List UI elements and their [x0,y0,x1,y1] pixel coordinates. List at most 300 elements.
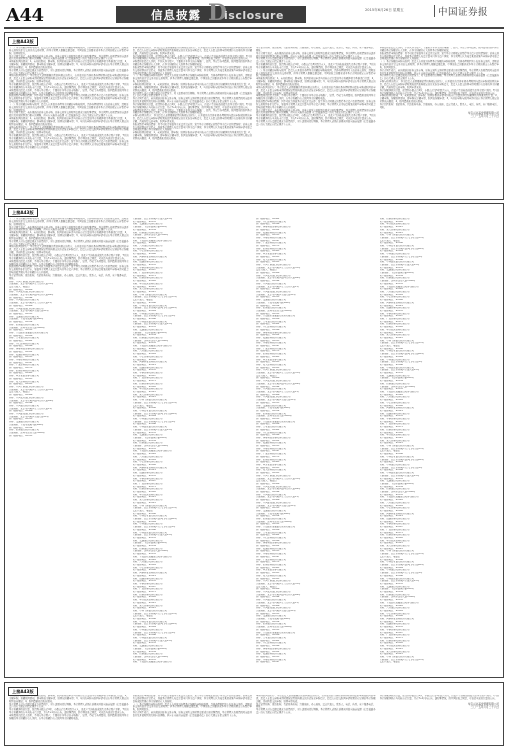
paragraph: 基金合同生效后，若出现新的证券交易市场、证券交易所交易时间变更或其他特殊情况，基金管理人将视情况对前述开放日及开放时间进行相应的调整，但应在实施日前依照《信息披露办法》的有关规定在指定媒介上公告。 [379,68,499,75]
list-item: 客户服务电话：95521 [256,545,280,548]
list-item: 名称：光大证券股份有限公司 [9,380,39,383]
list-item: 名称：广发证券股份有限公司 [379,634,410,637]
list-item: 客户服务电话：95525 [9,383,33,386]
list-item: 客户服务电话：95521 [132,363,156,366]
list-item: 注册地址：深圳市深南大道7088号 [132,445,169,448]
list-item: 名称：中国建设银行股份有限公司 [256,290,291,293]
paragraph: （三）基金份额的申购与赎回：投资人在开放日办理基金份额的申购和赎回，具体办理时间为上海证券交易所、深圳证券交易所的正常交易日的交易时间，但基金管理人根据法律法规、中国证监会的要求或本基金合同的规定公告暂停申购、赎回时除外。 [379,60,499,69]
list-item: 名称：国泰君安证券股份有限公司 [9,348,44,351]
list-item: 注册地址：北京市西城区复兴门内大街55号 [132,401,177,404]
list-item: 注册地址：北京市西城区复兴门内大街55号 [379,658,424,661]
list-item: 名称：中信证券股份有限公司 [379,401,410,404]
paragraph: 基金管理人可在法律法规允许的情况下，对上述原则进行调整。基金管理人必须在新规则开始实施前依照《信息披露办法》的有关规定在指定媒介上公告。 [9,239,129,246]
list-item: 客户服务电话：95555 [256,312,280,315]
list-item: 客户服务电话：95525 [379,547,403,550]
list-item: 客户服务电话：95523 [256,255,280,258]
list-item: 名称：华泰证券股份有限公司 [256,553,286,556]
list-item: 客户服务电话：95521 [256,439,280,442]
list-item: 客户服务电话：95553 [379,520,403,523]
list-item: 客户服务电话：95525 [132,501,156,504]
list-item: 客户服务电话：95555 [256,523,280,526]
list-item: 客户服务电话：95566 [132,423,156,426]
list-item: 客户服务电话：95588 [132,407,156,410]
paragraph: 基金合同生效后，若出现新的证券交易市场、证券交易所交易时间变更或其他特殊情况，基金管理人将视情况对前述开放日及开放时间进行相应的调整，但应在实施日前依照《信息披露办法》的有关规定在指定媒介上公告。 [132,711,252,717]
list-item: 客户服务电话：95525 [256,472,280,475]
list-item: 注册地址：上海市银城中路188号 [379,272,414,275]
list-item: 注册地址：北京市西城区金融大街25号 [379,580,420,583]
list-item: 名称：中国农业银行股份有限公司 [379,455,414,458]
list-item: 客户服务电话：95553 [379,309,403,312]
list-item: 客户服务电话：95521 [379,304,403,307]
list-item: 客户服务电话：95566 [132,634,156,637]
list-item: 名称：中国农业银行股份有限公司 [9,291,44,294]
list-item: 名称：招商证券股份有限公司 [256,458,286,461]
paragraph: 拒绝或暂停申购的情形：因不可抗力导致基金无法正常运作；发生基金合同规定的暂停基金资产估值情况时；证券交易所交易时间非正常停市，导致基金管理人无法计算当日基金资产净值；基金管理人认为接受某笔或某些申购申请可能会影响或损害现有基金份额持有人利益时。 [132,65,252,75]
list-item: 客户服务电话：95588 [379,453,403,456]
list-item: 名称：中国工商银行股份有限公司 [9,280,44,283]
list-item: 名称：中国银行股份有限公司 [379,569,410,572]
text-column [256,695,376,743]
list-item: 名称：中国银行股份有限公司 [379,358,410,361]
list-item: 法定代表人：姜建清 [256,374,277,377]
paragraph: 申购与赎回的程序：基金投资人必须根据销售机构规定的程序，在开放日的具体业务办理时间内提出申购或赎回的申请。投资人在提交申购申请时须按销售机构规定的方式备足申购资金，投资人在提交赎回申请时须持有足够的基金份额余额，否则所提交的申购、赎回申请无效。 [256,85,376,95]
list-item: 名称：招商银行股份有限公司 [256,623,286,626]
list-item: 法定代表人：姜建清 [379,345,401,348]
list-item: 客户服务电话：95597 [256,450,280,453]
list-item: 名称：光大证券股份有限公司 [256,469,286,472]
list-item: 注册地址：上海市银城中路188号 [256,301,291,304]
list-item: 客户服务电话：95597 [379,315,403,318]
list-item: 名称：中国银行股份有限公司 [132,418,163,421]
list-item: 名称：交通银行股份有限公司 [379,269,410,272]
list-item: 客户服务电话：95588 [379,242,403,245]
list-item: 名称：交通银行股份有限公司 [379,374,410,377]
list-item: 名称：中国建设银行股份有限公司 [379,261,414,264]
list-item: 客户服务电话：95575 [132,485,156,488]
list-item: 名称：中国工商银行股份有限公司 [132,293,167,296]
list-item: 客户服务电话：95521 [132,469,156,472]
list-item: 客户服务电话：95588 [379,347,403,350]
list-item: 名称：中国银行股份有限公司 [132,628,163,631]
list-item: 名称：中国农业银行股份有限公司 [132,515,167,518]
list-item: 客户服务电话：95523 [132,285,156,288]
list-item: 名称：招商证券股份有限公司 [9,369,39,372]
list-item: 名称：华泰证券股份有限公司 [379,628,410,631]
list-item: 注册地址：深圳市深南大道7088号 [132,550,169,553]
list-item: 客户服务电话：95559 [379,485,403,488]
list-item: 名称：上海浦东发展银行股份有限公司 [379,285,419,288]
list-item: 名称：申万宏源证券有限公司 [379,539,410,542]
list-item: 注册地址：北京市西城区复兴门内大街1号 [132,315,176,318]
list-item: 名称：兴业银行股份有限公司 [379,501,410,504]
list-item: 名称：中国银行股份有限公司 [256,282,286,285]
list-item: 法定代表人：姜建清 [132,299,154,302]
list-item: 客户服务电话：95599 [9,296,33,299]
list-item: 客户服务电话：95533 [379,477,403,480]
list-item: 注册地址：上海市银城中路188号 [256,512,291,515]
list-item: 名称：申万宏源证券有限公司 [379,223,410,226]
paragraph: 基金份额净值的计算，保留到小数点后4位，小数点后第5位四舍五入，由此产生的收益或损失由基金财产承担。T日的基金份额净值在当天收市后计算，并在T+1日内公告。遇特殊情况，经中国证监会同意，可以适当延迟计算或公告。 [9,708,129,715]
list-item: 名称：中信证券股份有限公司 [256,536,286,539]
list-item: 客户服务电话：95533 [9,418,33,421]
list-item: 法定代表人：姜建清 [379,555,401,558]
list-item: 客户服务电话：95553 [256,339,280,342]
list-item: 注册地址：上海市银城中路188号 [132,436,167,439]
list-item: 名称：中国农业银行股份有限公司 [256,274,291,277]
text-column [9,47,129,196]
list-item: 注册地址：北京市东城区建国门内大街69号 [256,593,301,596]
paragraph: 基金份额净值的计算，保留到小数点后4位，小数点后第5位四舍五入，由此产生的收益或损失由基金财产承担。T日的基金份额净值在当天收市后计算，并在T+1日内公告。遇特殊情况，经中国证监会同意，可以适当延迟计算或公告。 [132,102,252,109]
text-columns [5,218,503,674]
list-item: 名称：中信证券股份有限公司 [256,326,286,329]
announcement-block-2 [4,203,504,678]
list-item: 注册地址：北京市东城区建国门内大街69号 [379,353,424,356]
list-item: 名称：交通银行股份有限公司 [132,434,163,437]
issue-date: 2015年6月26日 星期五 [365,8,404,12]
list-item: 客户服务电话：95559 [256,409,280,412]
list-item: 名称：国泰君安证券股份有限公司 [256,226,291,229]
list-item: 客户服务电话：95565 [9,372,33,375]
list-item: 名称：招商证券股份有限公司 [256,564,286,566]
list-item: 客户服务电话：95555 [379,493,403,496]
list-item: 名称：国泰君安证券股份有限公司 [132,361,167,364]
list-item: 名称：国泰君安证券股份有限公司 [256,436,291,439]
list-item: 名称：兴业银行股份有限公司 [379,396,410,399]
list-item: 名称：中国工商银行股份有限公司 [256,369,291,372]
paragraph: 申购和赎回的原则：1、未知价原则，即申购、赎回价格以申请当日收市后计算的基金份额净值为基准进行计算；2、金额申购、份额赎回原则，即申购以金额申请，赎回以份额申请；3、当日的申购与赎回申请可以在基金管理人规定的时间以内撤销；4、赎回遵循先进先出原则。 [9,60,129,69]
list-item: 客户服务电话：95575 [379,426,403,429]
list-item: 客户服务电话：95548 [256,434,280,437]
paragraph: （三）基金份额的申购与赎回：投资人在开放日办理基金份额的申购和赎回，具体办理时间为上海证券交易所、深圳证券交易所的正常交易日的交易时间，但基金管理人根据法律法规、中国证监会的要求或本基金合同的规定公告暂停申购、赎回时除外。 [9,218,129,226]
list-item: 客户服务电话：95559 [379,274,403,277]
paragraph: 基金合同生效后，若出现新的证券交易市场、证券交易所交易时间变更或其他特殊情况，基金管理人将视情况对前述开放日及开放时间进行相应的调整，但应在实施日前依照《信息披露办法》的有关规定在指定媒介上公告。 [9,54,129,61]
list-item: 注册地址：上海市银城中路188号 [379,588,414,591]
paragraph: 申购和赎回的原则：1、未知价原则，即申购、赎回价格以申请当日收市后计算的基金份额净值为基准进行计算；2、金额申购、份额赎回原则，即申购以金额申请，赎回以份额申请；3、当日的申购与赎回申请可以在基金管理人规定的时间以内撤销；4、赎回遵循先进先出原则。 [9,231,129,240]
list-item: 客户服务电话：95523 [256,361,280,364]
list-item: 客户服务电话：95528 [379,604,403,607]
logo-divider [434,5,435,17]
list-item: 注册地址：上海市银城中路188号 [379,482,414,485]
list-item: 名称：中国建设银行股份有限公司 [379,366,414,369]
list-item: 名称：光大证券股份有限公司 [256,363,286,366]
list-item: 名称：交通银行股份有限公司 [256,509,286,512]
list-item: 客户服务电话：95575 [256,561,280,564]
text-column [9,695,129,743]
list-item: 名称：申万宏源证券有限公司 [256,253,286,256]
list-item: 名称：兴业银行股份有限公司 [256,426,286,429]
list-item: 客户服务电话：95553 [132,580,156,583]
paragraph: 申购与赎回的程序：基金投资人必须根据销售机构规定的程序，在开放日的具体业务办理时间内提出申购或赎回的申请。投资人在提交申购申请时须按销售机构规定的方式备足申购资金，投资人在提交赎回申请时须持有足够的基金份额余额，否则所提交的申购、赎回申请无效。 [9,74,129,84]
list-item: 客户服务电话：95528 [256,634,280,637]
list-item: 注册地址：北京市西城区复兴门内大街55号 [9,283,54,286]
list-item: 客户服务电话：95528 [132,453,156,456]
list-item: 名称：申万宏源证券有限公司 [132,388,163,391]
list-item: 注册地址：北京市西城区金融大街25号 [9,415,49,418]
list-item: 客户服务电话：95588 [379,558,403,561]
list-item: 名称：海通证券股份有限公司 [379,307,410,310]
list-item: 名称：广发证券股份有限公司 [379,528,410,531]
list-item: 客户服务电话：95575 [379,320,403,323]
list-item: 客户服务电话：95548 [379,615,403,618]
list-item: 名称：中国工商银行股份有限公司 [132,504,167,507]
list-item: 名称：上海浦东发展银行股份有限公司 [132,345,172,348]
list-item: 客户服务电话：95566 [132,318,156,321]
list-item: 客户服务电话：95599 [379,461,403,464]
list-item: 名称：中国农业银行股份有限公司 [256,591,291,594]
list-item: 注册地址：上海市银城中路188号 [9,318,44,321]
list-item: 名称：中国建设银行股份有限公司 [256,607,291,610]
list-item: 客户服务电话：95548 [379,299,403,302]
list-item: 名称：海通证券股份有限公司 [256,442,286,445]
paragraph: 申购和赎回的原则：1、未知价原则，即申购、赎回价格以申请当日收市后计算的基金份额净值为基准进行计算；2、金额申购、份额赎回原则，即申购以金额申请，赎回以份额申请；3、当日的申购与赎回申请可以在基金管理人规定的时间以内撤销；4、赎回遵循先进先出原则。 [132,82,252,92]
list-item: 注册地址：北京市西城区复兴门内大街1号 [9,407,52,410]
list-item: 名称：上海浦东发展银行股份有限公司 [256,420,296,423]
list-item: 名称：招商证券股份有限公司 [132,488,163,491]
list-item: 注册地址：北京市西城区复兴门内大街55号 [132,507,177,510]
list-item: 名称：中信证券股份有限公司 [132,566,163,569]
list-item: 客户服务电话：95565 [256,566,280,569]
list-item: 名称：国泰君安证券股份有限公司 [256,331,291,334]
list-item: 客户服务电话：95575 [132,274,156,277]
paragraph: 拒绝或暂停申购的情形：因不可抗力导致基金无法正常运作；发生基金合同规定的暂停基金资产估值情况时；证券交易所交易时间非正常停市，导致基金管理人无法计算当日基金资产净值；基金管理人认为接受某笔或某些申购申请可能会影响或损害现有基金份额持有人利益时。 [256,100,376,109]
list-item: 法定代表人：姜建清 [9,285,30,288]
list-item: 名称：中国建设银行股份有限公司 [132,320,167,323]
list-item: 客户服务电话：95566 [132,528,156,531]
list-item: 注册地址：北京市西城区复兴门内大街55号 [256,266,301,269]
list-item: 客户服务电话：95559 [9,321,33,324]
list-item: 客户服务电话：95565 [132,596,156,599]
list-item: 名称：交通银行股份有限公司 [256,404,286,407]
list-item: 注册地址：北京市西城区复兴门内大街55号 [132,612,177,615]
list-item: 客户服务电话：95597 [9,361,33,364]
list-item: 名称：中国工商银行股份有限公司 [256,580,291,583]
list-item: 客户服务电话：95548 [256,539,280,542]
list-item: 客户服务电话：95588 [256,272,280,275]
list-item: 名称：中国农业银行股份有限公司 [256,485,291,488]
paragraph: 基金份额净值的计算，保留到小数点后4位，小数点后第5位四舍五入，由此产生的收益或损失由基金财产承担。T日的基金份额净值在当天收市后计算，并在T+1日内公告。遇特殊情况，经中国证监会同意，可以适当延迟计算或公告。 [9,82,129,89]
list-item: 客户服务电话：95559 [132,650,156,653]
list-item: 客户服务电话：95525 [256,577,280,580]
list-item: 客户服务电话：95523 [379,542,403,545]
list-item: 客户服务电话：95566 [256,393,280,396]
list-item: 客户服务电话：95521 [379,409,403,412]
list-item: 名称：国泰君安证券股份有限公司 [256,647,291,650]
list-item: 名称：申万宏源证券有限公司 [132,599,163,602]
paragraph: 拒绝或暂停申购的情形：因不可抗力导致基金无法正常运作；发生基金合同规定的暂停基金资产估值情况时；证券交易所交易时间非正常停市，导致基金管理人无法计算当日基金资产净值；基金管理人认为接受某笔或某些申购申请可能会影响或损害现有基金份额持有人利益时。 [9,139,129,149]
list-item: 法定代表人：姜建清 [256,480,277,483]
list-item: 名称：海通证券股份有限公司 [256,231,286,234]
paragraph: 拒绝或暂停申购的情形：因不可抗力导致基金无法正常运作；发生基金合同规定的暂停基金资产估值情况时；证券交易所交易时间非正常停市，导致基金管理人无法计算当日基金资产净值；基金管理人认为接受某笔或某些申购申请可能会影响或损害现有基金份额持有人利益时。 [9,265,129,275]
list-item: 名称：中信证券股份有限公司 [132,461,163,464]
list-item: 注册地址：深圳市深南大道7088号 [256,309,292,312]
list-item: 客户服务电话：95565 [379,642,403,645]
list-item: 注册地址：上海市银城中路188号 [132,331,167,334]
paragraph: 申购和赎回的原则：1、未知价原则，即申购、赎回价格以申请当日收市后计算的基金份额净值为基准进行计算；2、金额申购、份额赎回原则，即申购以金额申请，赎回以份额申请；3、当日的申购与赎回申请可以在基金管理人规定的时间以内撤销；4、赎回遵循先进先出原则。 [9,117,129,126]
paragraph: 基金管理人可在法律法规允许的情况下，对上述原则进行调整。基金管理人必须在新规则开始实施前依照《信息披露办法》的有关规定在指定媒介上公告。 [379,74,499,81]
list-item: 客户服务电话：95566 [256,604,280,607]
list-item: 客户服务电话：95597 [132,585,156,588]
list-item: 注册地址：深圳市深南大道7088号 [9,431,45,434]
list-item: 名称：招商银行股份有限公司 [379,488,410,491]
list-item: 注册地址：北京市西城区复兴门内大街1号 [379,361,423,364]
list-item: 客户服务电话：95561 [132,247,156,250]
list-item: 客户服务电话：95523 [132,496,156,499]
paragraph: 基金管理人可在法律法规允许的情况下，对上述原则进行调整。基金管理人必须在新规则开始实施前依照《信息披露办法》的有关规定在指定媒介上公告。 [9,702,129,709]
list-item: 注册地址：北京市东城区建国门内大街69号 [379,458,424,461]
list-item: 法定代表人：姜建清 [132,615,154,618]
list-item: 客户服务电话：95561 [9,340,33,343]
list-item: 客户服务电话：95559 [132,439,156,442]
list-item: 名称：中国银行股份有限公司 [132,523,163,526]
list-item: 名称：招商银行股份有限公司 [132,653,163,656]
list-item: 注册地址：北京市西城区复兴门内大街1号 [132,631,176,634]
list-item: 名称：上海浦东发展银行股份有限公司 [132,239,172,242]
list-item: 名称：招商证券股份有限公司 [132,382,163,385]
list-item: 名称：兴业银行股份有限公司 [132,245,163,248]
paragraph: 基金管理人可在法律法规允许的情况下，对上述原则进行调整。基金管理人必须在新规则开始实施前依照《信息披露办法》的有关规定在指定媒介上公告。 [132,91,252,98]
list-item: 客户服务电话：95575 [9,367,33,370]
list-item: 客户服务电话：95523 [132,601,156,604]
list-item: 名称：光大证券股份有限公司 [132,604,163,607]
list-item: 名称：广发证券股份有限公司 [132,377,163,380]
list-item: 名称：华泰证券股份有限公司 [132,266,163,269]
list-item: 名称：交通银行股份有限公司 [9,421,39,424]
list-item: 客户服务电话：95553 [132,474,156,477]
text-column [256,47,376,196]
list-item: 客户服务电话：95525 [256,261,280,264]
list-item: 注册地址：深圳市深南大道7088号 [132,339,169,342]
list-item: 客户服务电话：95599 [9,402,33,405]
paragraph: 申购费用由投资人承担，不列入基金财产，主要用于本基金的市场推广、销售、登记等各项费用。赎回费用由赎回基金份额的基金份额持有人承担，在基金份额持有人赎回基金份额时收取。 [9,713,129,720]
list-item: 名称：广发证券股份有限公司 [132,482,163,485]
list-item: 名称：招商证券股份有限公司 [379,323,410,326]
list-item: 注册地址：深圳市深南大道7088号 [9,326,45,329]
list-item: 客户服务电话：95575 [256,350,280,353]
text-column [133,218,253,674]
paragraph: 申购与赎回的程序：基金投资人必须根据销售机构规定的程序，在开放日的具体业务办理时间内提出申购或赎回的申请。投资人在提交申购申请时须按销售机构规定的方式备足申购资金，投资人在提交赎回申请时须持有足够的基金份额余额，否则所提交的申购、赎回申请无效。 [9,125,129,135]
list-item: 客户服务电话：95559 [256,304,280,307]
list-item: 客户服务电话：95523 [379,331,403,334]
list-item: 名称：华泰证券股份有限公司 [379,312,410,315]
list-item: 客户服务电话：95525 [379,653,403,656]
list-item: 客户服务电话：95528 [132,558,156,561]
list-item: 客户服务电话：95561 [379,293,403,296]
list-item: 名称：招商银行股份有限公司 [132,547,163,550]
paragraph: 基金合同生效后，若出现新的证券交易市场、证券交易所交易时间变更或其他特殊情况，基金管理人将视情况对前述开放日及开放时间进行相应的调整，但应在实施日前依照《信息披露办法》的有关规定在指定媒介上公告。 [256,51,376,58]
list-item: 客户服务电话：95565 [132,280,156,283]
list-item: 客户服务电话：95565 [379,431,403,434]
list-item: 客户服务电话：95548 [132,253,156,256]
list-item: 注册地址：深圳市深南大道7088号 [256,520,292,523]
list-item: 注册地址：北京市东城区建国门内大街69号 [132,623,177,626]
list-item: 客户服务电话：95523 [379,647,403,650]
list-item: 客户服务电话：95553 [256,234,280,237]
list-item: 名称：上海浦东发展银行股份有限公司 [256,631,296,634]
list-item: 名称：中国农业银行股份有限公司 [132,304,167,307]
continued-from-tab: 上接A43版 [8,208,38,217]
list-item: 客户服务电话：95533 [256,507,280,510]
list-item: 名称：海通证券股份有限公司 [379,412,410,415]
list-item: 客户服务电话：95565 [132,385,156,388]
list-item: 注册地址：北京市西城区复兴门内大街55号 [256,477,301,480]
list-item: 客户服务电话：95565 [132,491,156,494]
list-item: 名称：光大证券股份有限公司 [379,228,410,231]
list-item: 名称：兴业银行股份有限公司 [9,337,39,340]
list-item: 注册地址：北京市东城区建国门内大街69号 [379,564,424,566]
list-item: 名称：招商银行股份有限公司 [256,412,286,415]
list-item: 名称：申万宏源证券有限公司 [379,645,410,648]
list-item: 名称：中国工商银行股份有限公司 [379,445,414,448]
list-item: 名称：招商证券股份有限公司 [132,593,163,596]
list-item: 客户服务电话：95561 [379,609,403,612]
list-item: 客户服务电话：95553 [256,445,280,448]
list-item: 名称：华泰证券股份有限公司 [132,372,163,375]
list-item: 名称：国泰君安证券股份有限公司 [379,301,414,304]
list-item: 客户服务电话：95521 [132,258,156,261]
list-item: 法定代表人：姜建清 [379,450,401,453]
list-item: 名称：中国工商银行股份有限公司 [132,609,167,612]
text-column [133,47,253,196]
list-item: 客户服务电话：95561 [256,323,280,326]
list-item: 注册地址：北京市西城区复兴门内大街1号 [9,302,52,305]
list-item: 注册地址：北京市西城区金融大街25号 [256,293,296,296]
list-item: 客户服务电话：95548 [379,509,403,512]
list-item: 名称：国泰君安证券股份有限公司 [132,255,167,258]
list-item: 注册地址：北京市西城区金融大街25号 [9,310,49,313]
paragraph: （三）基金份额的申购与赎回：投资人在开放日办理基金份额的申购和赎回，具体办理时间为上海证券交易所、深圳证券交易所的正常交易日的交易时间，但基金管理人根据法律法规、中国证监会的要求或本基金合同的规定公告暂停申购、赎回时除外。 [132,74,252,84]
list-item: 名称：华泰证券股份有限公司 [379,523,410,526]
list-item: 客户服务电话：95553 [132,263,156,266]
paragraph: 基金销售机构：直销机构、代销机构名称、注册地址、办公地址、法定代表人、联系人、电话、传真、客户服务电话、网址。 [379,102,499,109]
text-columns [5,47,503,196]
list-item: 法定代表人：姜建清 [9,391,30,394]
paragraph: 拒绝或暂停申购的情形：因不可抗力导致基金无法正常运作；发生基金合同规定的暂停基金资产估值情况时；证券交易所交易时间非正常停市，导致基金管理人无法计算当日基金资产净值；基金管理人认为接受某笔或某些申购申请可能会影响或损害现有基金份额持有人利益时。 [132,122,252,132]
list-item: 名称：中国农业银行股份有限公司 [9,396,44,399]
signature: 华宝兴业基金管理有限公司 二〇一五年六月二十六日 [467,702,499,709]
list-item: 名称：中国银行股份有限公司 [9,404,39,407]
section-title-en-initial: D [208,0,228,26]
list-item: 客户服务电话：95548 [132,463,156,466]
list-item: 法定代表人：姜建清 [132,404,154,407]
list-item: 客户服务电话：95553 [256,655,280,658]
list-item: 名称：兴业银行股份有限公司 [132,561,163,564]
list-item: 名称：中国农业银行股份有限公司 [379,245,414,248]
list-item: 客户服务电话：95575 [132,591,156,594]
list-item: 名称：中信证券股份有限公司 [9,342,39,345]
list-item: 注册地址：北京市西城区复兴门内大街55号 [9,388,54,391]
list-item: 名称：申万宏源证券有限公司 [256,569,286,572]
list-item: 名称：招商证券股份有限公司 [379,639,410,642]
paragraph: 基金份额净值的计算，保留到小数点后4位，小数点后第5位四舍五入，由此产生的收益或损失由基金财产承担。T日的基金份额净值在当天收市后计算，并在T+1日内公告。遇特殊情况，经中国证监会同意，可以适当延迟计算或公告。 [132,54,252,61]
list-item: 名称：招商银行股份有限公司 [9,323,39,326]
list-item: 客户服务电话：95559 [132,334,156,337]
list-item: 名称：交通银行股份有限公司 [132,539,163,542]
list-item: 客户服务电话：95597 [379,526,403,529]
list-item: 名称：交通银行股份有限公司 [132,223,163,226]
list-item: 名称：海通证券股份有限公司 [132,366,163,369]
list-item: 客户服务电话：95521 [256,228,280,231]
paragraph: 申购费用由投资人承担，不列入基金财产，主要用于本基金的市场推广、销售、登记等各项费用。赎回费用由赎回基金份额的基金份额持有人承担，在基金份额持有人赎回基金份额时收取。 [9,88,129,95]
list-item: 注册地址：上海市银城中路188号 [379,377,414,380]
list-item: 客户服务电话：95597 [132,269,156,272]
list-item: 客户服务电话：95528 [132,347,156,350]
paragraph: 拒绝或暂停申购的情形：因不可抗力导致基金无法正常运作；发生基金合同规定的暂停基金资产估值情况时；证券交易所交易时间非正常停市，导致基金管理人无法计算当日基金资产净值；基金管理人认为接受某笔或某些申购申请可能会影响或损害现有基金份额持有人利益时。 [379,51,499,61]
list-item: 注册地址：北京市西城区复兴门内大街55号 [379,447,424,450]
paragraph: 基金管理人可在法律法规允许的情况下，对上述原则进行调整。基金管理人必须在新规则开始实施前依照《信息披露办法》的有关规定在指定媒介上公告。 [256,708,376,715]
list-item: 客户服务电话：95533 [379,266,403,269]
list-item: 客户服务电话：95528 [256,318,280,321]
paper-logo: 中国证券报 [438,7,489,18]
